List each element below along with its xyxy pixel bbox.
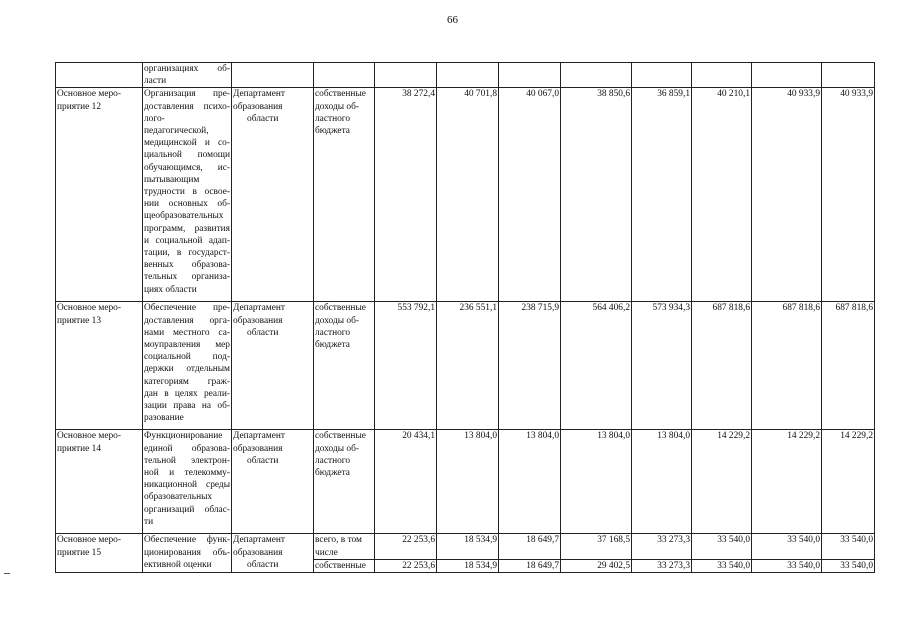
- event-name-cell: [56, 430, 143, 534]
- funding-source-cell-line: собственные: [315, 431, 366, 442]
- value-cell: 14 229,2: [752, 430, 822, 534]
- event-description-cell-line: лого-: [144, 113, 165, 124]
- value-cell: 573 934,3: [632, 302, 692, 430]
- value-cell: [822, 63, 875, 88]
- event-description-cell-line: дан в целях реали-: [144, 388, 230, 399]
- event-description-cell: [143, 302, 232, 430]
- funding-source-cell-line: числе: [315, 547, 338, 558]
- event-description-cell-line: пытывающим: [144, 174, 200, 185]
- event-description-cell-line: моуправления мер: [144, 340, 230, 351]
- event-description-cell-line: ти: [144, 516, 154, 527]
- event-description-cell-line: организаций облас-: [144, 504, 230, 515]
- value-cell: 33 540,0: [692, 534, 752, 559]
- value-cell: 29 402,5: [561, 559, 632, 572]
- value-cell: 40 701,8: [437, 88, 499, 302]
- funding-source-cell-line: собственные: [315, 303, 366, 314]
- value-cell: 33 540,0: [692, 559, 752, 572]
- value-cell: 236 551,1: [437, 302, 499, 430]
- funding-source-cell-line: доходы об-: [315, 443, 359, 454]
- funding-source-cell: [314, 88, 375, 302]
- page-number: 66: [447, 14, 458, 26]
- funding-source-cell-line: доходы об-: [315, 101, 359, 112]
- executor-cell: [232, 302, 314, 430]
- event-description-cell-line: тельной электрон-: [144, 455, 230, 466]
- value-cell: 38 272,4: [375, 88, 437, 302]
- event-description-cell-line: ной и телекомму-: [144, 468, 230, 479]
- executor-cell-line: образования: [233, 315, 283, 326]
- funding-source-cell-line: всего, в том: [315, 535, 362, 546]
- executor-cell-line: области: [247, 559, 279, 570]
- value-cell: [752, 63, 822, 88]
- scan-artifact: [4, 573, 10, 574]
- event-description-cell-line: доставления психо-: [144, 101, 230, 112]
- event-description-cell: [143, 88, 232, 302]
- event-description-cell: [143, 534, 232, 573]
- value-cell: 14 229,2: [822, 430, 875, 534]
- event-name-cell-line: приятие 14: [57, 443, 102, 454]
- event-description-cell-line: ективной оценки: [144, 559, 212, 570]
- executor-cell-line: области: [247, 113, 279, 124]
- executor-cell-line: области: [247, 327, 279, 338]
- value-cell: 40 210,1: [692, 88, 752, 302]
- event-description-cell-line: держки отдельным: [144, 364, 230, 375]
- event-description-cell-line: трудности в освое-: [144, 187, 230, 198]
- funding-source-cell-line: бюджета: [315, 468, 350, 479]
- table-row: [56, 534, 875, 559]
- executor-cell-line: Департамент: [233, 89, 285, 100]
- event-name-cell: [56, 302, 143, 430]
- event-name-cell-line: Основное меро-: [57, 535, 121, 546]
- budget-table: [55, 62, 875, 573]
- value-cell: [499, 63, 561, 88]
- event-description-cell-line: тельных организа-: [144, 272, 230, 283]
- event-description-cell-line: ласти: [144, 76, 167, 87]
- executor-cell-line: Департамент: [233, 303, 285, 314]
- event-description-cell-line: и социальной адап-: [144, 235, 230, 246]
- event-description-cell: [143, 430, 232, 534]
- value-cell: 13 804,0: [561, 430, 632, 534]
- funding-source-cell-line: ластного: [315, 327, 351, 338]
- event-description-cell-line: организациях об-: [144, 64, 230, 74]
- executor-cell-line: Департамент: [233, 535, 285, 546]
- value-cell: 18 649,7: [499, 534, 561, 559]
- executor-cell-line: образования: [233, 101, 283, 112]
- event-description-cell-line: зации права на об-: [144, 401, 230, 412]
- executor-cell-line: образования: [233, 443, 283, 454]
- event-description-cell-line: нами местного са-: [144, 327, 230, 338]
- event-description-cell-line: тации, в государст-: [144, 248, 230, 259]
- event-description-cell-line: единой образова-: [144, 443, 230, 454]
- executor-cell: [232, 63, 314, 88]
- event-name-cell: [56, 88, 143, 302]
- event-name-cell-line: приятие 13: [57, 315, 102, 326]
- value-cell: 18 534,9: [437, 534, 499, 559]
- value-cell: 553 792,1: [375, 302, 437, 430]
- funding-source-cell: [314, 559, 375, 572]
- value-cell: 33 273,3: [632, 559, 692, 572]
- event-description-cell-line: разование: [144, 413, 184, 424]
- value-cell: 33 540,0: [752, 559, 822, 572]
- event-description-cell-line: программ, развития: [144, 223, 230, 234]
- value-cell: 33 540,0: [752, 534, 822, 559]
- value-cell: 40 933,9: [752, 88, 822, 302]
- value-cell: 38 850,6: [561, 88, 632, 302]
- executor-cell: [232, 88, 314, 302]
- value-cell: 564 406,2: [561, 302, 632, 430]
- event-description-cell-line: Функционирование: [144, 431, 223, 442]
- value-cell: 33 273,3: [632, 534, 692, 559]
- value-cell: [692, 63, 752, 88]
- funding-source-cell: [314, 302, 375, 430]
- event-description-cell-line: медицинской и со-: [144, 138, 230, 149]
- value-cell: 13 804,0: [632, 430, 692, 534]
- event-description-cell-line: социальной под-: [144, 352, 230, 363]
- funding-source-cell: [314, 534, 375, 559]
- event-description-cell-line: Обеспечение пре-: [144, 303, 230, 314]
- value-cell: 20 434,1: [375, 430, 437, 534]
- value-cell: 40 933,9: [822, 88, 875, 302]
- value-cell: 238 715,9: [499, 302, 561, 430]
- event-name-cell: [56, 63, 143, 88]
- event-name-cell-line: приятие 15: [57, 547, 102, 558]
- value-cell: 33 540,0: [822, 534, 875, 559]
- value-cell: 687 818,6: [692, 302, 752, 430]
- value-cell: 33 540,0: [822, 559, 875, 572]
- event-name-cell-line: приятие 12: [57, 101, 102, 112]
- funding-source-cell-line: ластного: [315, 455, 351, 466]
- funding-source-cell: [314, 430, 375, 534]
- executor-cell: [232, 534, 314, 573]
- executor-cell: [232, 430, 314, 534]
- value-cell: 687 818,6: [822, 302, 875, 430]
- value-cell: [375, 63, 437, 88]
- funding-source-cell-line: собственные: [315, 560, 366, 571]
- event-description-cell-line: категориям граж-: [144, 376, 230, 387]
- event-description-cell-line: Обеспечение функ-: [144, 535, 230, 546]
- value-cell: [437, 63, 499, 88]
- event-description-cell-line: никационной среды: [144, 480, 230, 491]
- value-cell: 13 804,0: [499, 430, 561, 534]
- executor-cell-line: области: [247, 455, 279, 466]
- value-cell: [561, 63, 632, 88]
- event-description-cell-line: циях области: [144, 284, 197, 295]
- event-description-cell-line: образовательных: [144, 492, 213, 503]
- event-description-cell-line: Организация пре-: [144, 89, 230, 100]
- event-description-cell-line: доставления орга-: [144, 315, 230, 326]
- value-cell: 687 818,6: [752, 302, 822, 430]
- funding-source-cell-line: бюджета: [315, 340, 350, 351]
- value-cell: 13 804,0: [437, 430, 499, 534]
- event-description-cell-line: нии основных об-: [144, 199, 230, 210]
- table-row: [56, 302, 875, 430]
- value-cell: 18 534,9: [437, 559, 499, 572]
- executor-cell-line: Департамент: [233, 431, 285, 442]
- event-description-cell: [143, 63, 232, 88]
- table-row: [56, 63, 875, 88]
- value-cell: 36 859,1: [632, 88, 692, 302]
- event-description-cell-line: ционирования объ-: [144, 547, 230, 558]
- value-cell: 40 067,0: [499, 88, 561, 302]
- value-cell: 22 253,6: [375, 559, 437, 572]
- value-cell: 14 229,2: [692, 430, 752, 534]
- value-cell: 18 649,7: [499, 559, 561, 572]
- event-name-cell: [56, 534, 143, 573]
- event-name-cell-line: Основное меро-: [57, 431, 121, 442]
- event-name-cell-line: Основное меро-: [57, 89, 121, 100]
- value-cell: 37 168,5: [561, 534, 632, 559]
- funding-source-cell: [314, 63, 375, 88]
- event-description-cell-line: циальной помощи: [144, 150, 230, 161]
- event-name-cell-line: Основное меро-: [57, 303, 121, 314]
- event-description-cell-line: венных образова-: [144, 260, 230, 271]
- funding-source-cell-line: собственные: [315, 89, 366, 100]
- table-row: [56, 88, 875, 302]
- event-description-cell-line: обучающимся, ис-: [144, 162, 230, 173]
- event-description-cell-line: щеобразовательных: [144, 211, 224, 222]
- value-cell: 22 253,6: [375, 534, 437, 559]
- funding-source-cell-line: бюджета: [315, 126, 350, 137]
- event-description-cell-line: педагогической,: [144, 126, 209, 137]
- table-row: [56, 430, 875, 534]
- funding-source-cell-line: доходы об-: [315, 315, 359, 326]
- executor-cell-line: образования: [233, 547, 283, 558]
- funding-source-cell-line: ластного: [315, 113, 351, 124]
- value-cell: [632, 63, 692, 88]
